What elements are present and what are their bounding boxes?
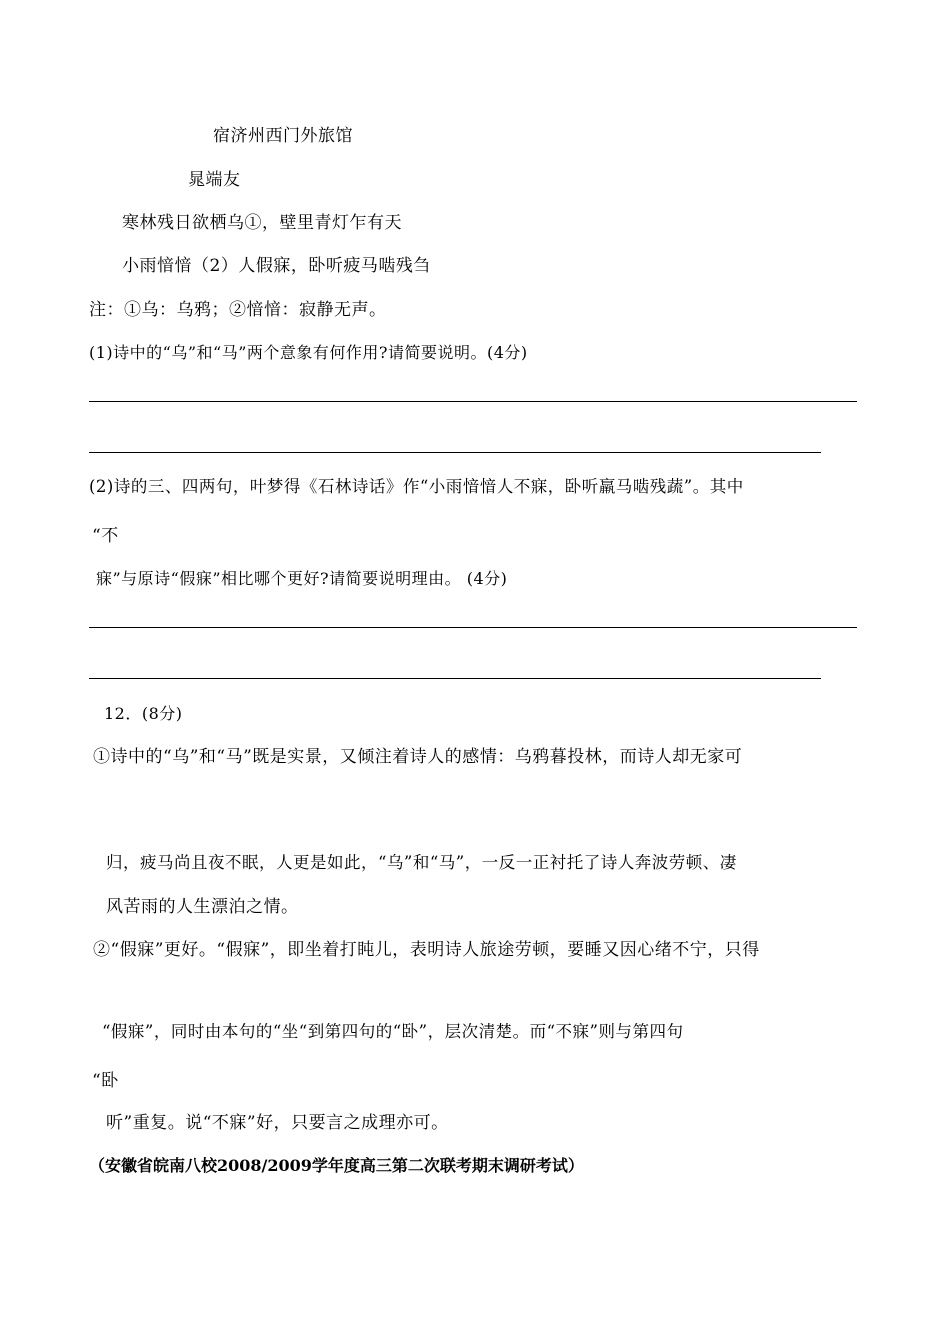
answer-2-line-2: “假寐”，同时由本句的“坐“到第四句的“卧”，层次清楚。而“不寐”则与第四句 (102, 1022, 684, 1041)
question-2-line-3: 寐”与原诗“假寐”相比哪个更好?请简要说明理由。 (4分) (96, 569, 508, 588)
answer-2-line-1: ②“假寐”更好。“假寐”，即坐着打盹儿，表明诗人旅途劳顿，要睡又因心绪不宁，只得 (93, 940, 760, 960)
answer-line (89, 678, 821, 679)
poem-note: 注：①乌：乌鸦；②愔愔：寂静无声。 (89, 300, 387, 320)
answer-2-line-3: “卧 (92, 1071, 119, 1091)
question-2-line-2: “不 (92, 526, 119, 546)
question-2-line-1: (2)诗的三、四两句，叶梦得《石林诗话》作“小雨愔愔人不寐，卧听羸马啮残蔬”。其中 (89, 477, 744, 496)
answer-1-line-2: 归，疲马尚且夜不眠，人更是如此，“乌”和“马”，一反一正衬托了诗人奔波劳顿、凄 (106, 853, 737, 872)
answer-line (89, 452, 821, 453)
poem-title: 宿济州西门外旅馆 (213, 126, 353, 146)
answer-2-line-4: 听”重复。说“不寐”好，只要言之成理亦可。 (106, 1113, 449, 1133)
source-citation: （安徽省皖南八校2008/2009学年度高三第二次联考期末调研考试） (89, 1156, 584, 1175)
answer-line (89, 627, 857, 628)
answer-1-line-1: ①诗中的“乌”和“马”既是实景，又倾注着诗人的感情：乌鸦暮投林，而诗人却无家可 (93, 747, 743, 767)
poem-author: 晁端友 (188, 170, 241, 190)
poem-line-2: 小雨愔愔（2）人假寐，卧听疲马啮残刍 (122, 256, 431, 276)
answer-1-line-3: 风苦雨的人生漂泊之情。 (106, 897, 299, 917)
answer-header: 12．(8分) (104, 704, 183, 723)
answer-line (89, 401, 857, 402)
question-1: (1)诗中的“乌”和“马”两个意象有何作用?请简要说明。(4分) (89, 343, 528, 362)
poem-line-1: 寒林残日欲栖乌①，壁里青灯乍有天 (122, 213, 402, 233)
